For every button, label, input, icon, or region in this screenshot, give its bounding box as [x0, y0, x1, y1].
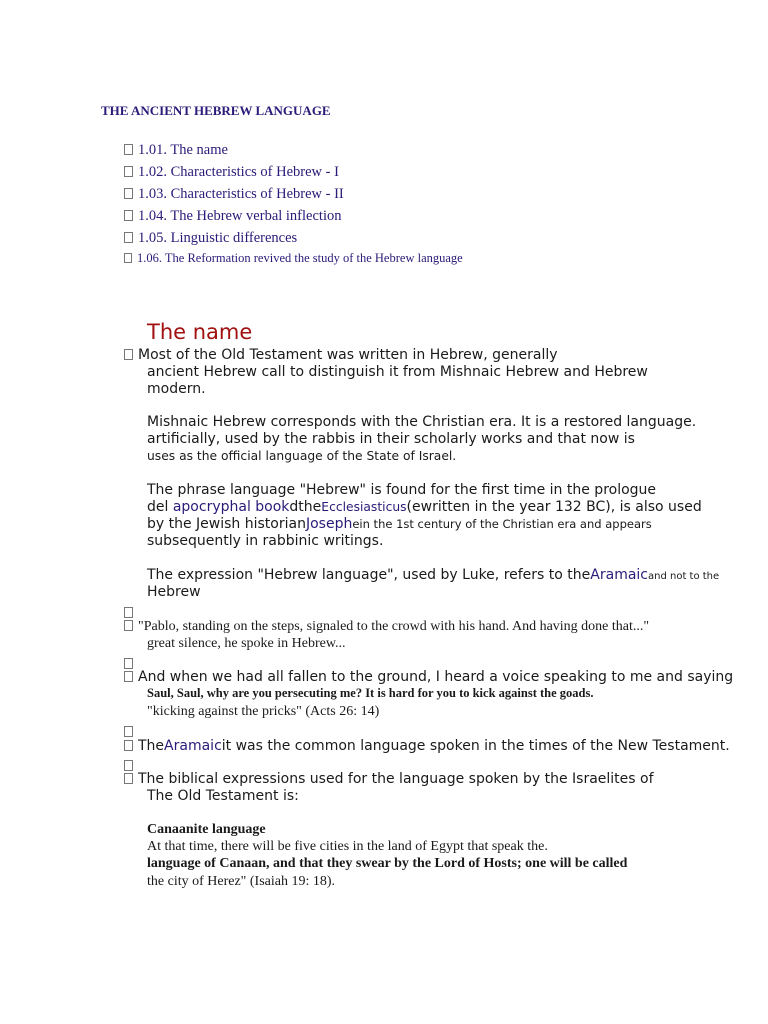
- ecclesiasticus-link[interactable]: Ecclesiasticus: [321, 500, 407, 514]
- quote-line: "Pablo, standing on the steps, signaled to the crowd with his hand. And having done that...": [124, 619, 649, 635]
- paragraph-line: subsequently in rabbinic writings.: [147, 533, 384, 549]
- paragraph-line: Hebrew: [147, 584, 201, 600]
- paragraph-line: del apocryphal bookdtheEcclesiasticus(ewritten in the year 132 BC), is also used: [147, 499, 702, 515]
- toc-item-1-02[interactable]: [124, 164, 339, 181]
- toc-item-label: 1.04. The Hebrew verbal inflection: [138, 208, 342, 224]
- quote-line: Saul, Saul, why are you persecuting me? It is hard for you to kick against the goads.: [147, 686, 594, 700]
- bullet-icon: [124, 671, 133, 682]
- bullet-icon: [124, 773, 133, 784]
- subheading: Canaanite language: [147, 822, 266, 837]
- paragraph-line: The Old Testament is:: [147, 788, 299, 804]
- bullet-icon: [124, 166, 133, 177]
- quote-line: At that time, there will be five cities in the land of Egypt that speak the.: [147, 839, 548, 854]
- paragraph-line: The expression "Hebrew language", used by Luke, refers to theAramaicand not to the: [147, 567, 720, 583]
- toc-item-1-01[interactable]: [124, 142, 228, 159]
- toc-item-label: 1.01. The name: [138, 142, 228, 158]
- document-title: THE ANCIENT HEBREW LANGUAGE: [101, 103, 331, 118]
- paragraph-line: by the Jewish historianJosephein the 1st century of the Christian era and appears: [147, 516, 652, 532]
- aramaic-link[interactable]: Aramaic: [590, 567, 648, 583]
- paragraph-line: modern.: [147, 381, 206, 397]
- paragraph-line: The phrase language "Hebrew" is found for the first time in the prologue: [147, 482, 657, 498]
- quote-line: "kicking against the pricks" (Acts 26: 14): [147, 704, 380, 719]
- joseph-link[interactable]: Joseph: [305, 516, 353, 532]
- quote-line: the city of Herez" (Isaiah 19: 18).: [147, 874, 336, 889]
- toc-item-label: 1.06. The Reformation revived the study of the Hebrew language: [137, 251, 463, 265]
- toc-item-1-03[interactable]: [124, 186, 344, 203]
- bullet-icon: [124, 188, 133, 199]
- quote-line: And when we had all fallen to the ground, I heard a voice speaking to me and saying: [124, 669, 733, 685]
- bullet-icon: [124, 607, 133, 618]
- apocryphal-book-link[interactable]: apocryphal book: [172, 499, 290, 515]
- toc-item-label: 1.02. Characteristics of Hebrew - I: [138, 164, 339, 180]
- toc-item-label: 1.05. Linguistic differences: [138, 230, 298, 246]
- bullet-icon: [124, 144, 133, 155]
- paragraph-line: uses as the official language of the State of Israel.: [147, 449, 457, 463]
- paragraph-line: ancient Hebrew call to distinguish it from Mishnaic Hebrew and Hebrew: [147, 364, 648, 380]
- paragraph-line: Mishnaic Hebrew corresponds with the Christian era. It is a restored language.: [147, 414, 697, 430]
- toc-item-label: 1.03. Characteristics of Hebrew - II: [138, 186, 344, 202]
- paragraph-line: The biblical expressions used for the language spoken by the Israelites of: [124, 771, 654, 787]
- bullet-icon: [124, 620, 133, 631]
- bullet-icon: [124, 210, 133, 221]
- paragraph-line: Most of the Old Testament was written in Hebrew, generally: [124, 347, 558, 363]
- quote-line: great silence, he spoke in Hebrew...: [147, 636, 346, 651]
- bullet-icon: [124, 740, 133, 751]
- bullet-icon: [124, 253, 132, 263]
- bullet-icon: [124, 232, 133, 243]
- bullet-icon: [124, 726, 133, 737]
- section-heading: The name: [147, 320, 253, 344]
- aramaic-link[interactable]: Aramaic: [164, 738, 222, 754]
- bullet-icon: [124, 349, 133, 360]
- bullet-icon: [124, 658, 133, 669]
- toc-item-1-04[interactable]: [124, 208, 341, 225]
- paragraph-line: TheAramaicit was the common language spoken in the times of the New Testament.: [124, 738, 730, 754]
- toc-item-1-06[interactable]: [124, 251, 463, 266]
- bullet-icon: [124, 760, 133, 771]
- paragraph-line: artificially, used by the rabbis in their scholarly works and that now is: [147, 431, 635, 447]
- quote-line: language of Canaan, and that they swear by the Lord of Hosts; one will be called: [147, 856, 628, 871]
- toc-item-1-05[interactable]: [124, 230, 297, 247]
